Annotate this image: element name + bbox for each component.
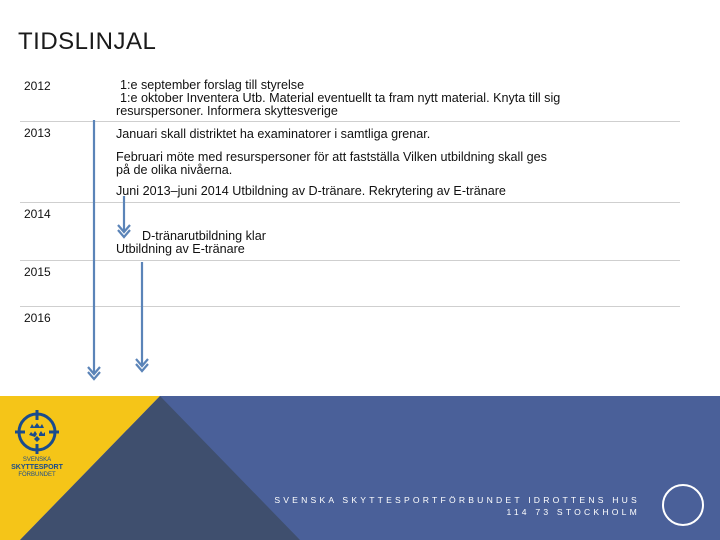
year-label: 2015 <box>24 265 51 279</box>
event-text: Utbildning av E-tränare <box>116 242 245 256</box>
footer-band <box>0 396 720 540</box>
page-title: TIDSLINJAL <box>18 28 157 55</box>
event-text: Juni 2013–juni 2014 Utbildning av D-tränare. Rekrytering av E-tränare <box>116 184 506 198</box>
logo-line: SVENSKA <box>22 457 52 463</box>
year-label: 2016 <box>24 311 51 325</box>
event-text: på de olika nivåerna. <box>116 163 233 177</box>
slide-number-circle <box>662 484 704 526</box>
year-label: 2012 <box>24 79 51 93</box>
event-text: 1:e oktober Inventera Utb. Material eventuellt ta fram nytt material. Knyta till sig <box>120 91 561 105</box>
footer-address <box>274 494 640 518</box>
footer-address-line: SVENSKA SKYTTESPORTFÖRBUNDET IDROTTENS HUS <box>274 495 640 505</box>
footer-shapes <box>0 396 720 540</box>
year-label: 2013 <box>24 126 51 140</box>
event-text: resurspersoner. Informera skyttesverige <box>116 104 338 118</box>
event-text: 1:e september forslag till styrelse <box>120 78 305 92</box>
event-text: Februari möte med resurspersoner för att fastställa Vilken utbildning skall ges <box>116 150 547 164</box>
crosshair-crown-icon <box>10 408 64 458</box>
logo-line: SKYTTESPORT <box>11 464 63 471</box>
year-label: 2014 <box>24 207 51 221</box>
logo-line: FÖRBUNDET <box>18 472 56 478</box>
footer-address-line: 114 73 STOCKHOLM <box>506 507 640 517</box>
event-text: Januari skall distriktet ha examinatorer i samtliga grenar. <box>116 127 431 141</box>
event-text: D-tränarutbildning klar <box>142 229 266 243</box>
